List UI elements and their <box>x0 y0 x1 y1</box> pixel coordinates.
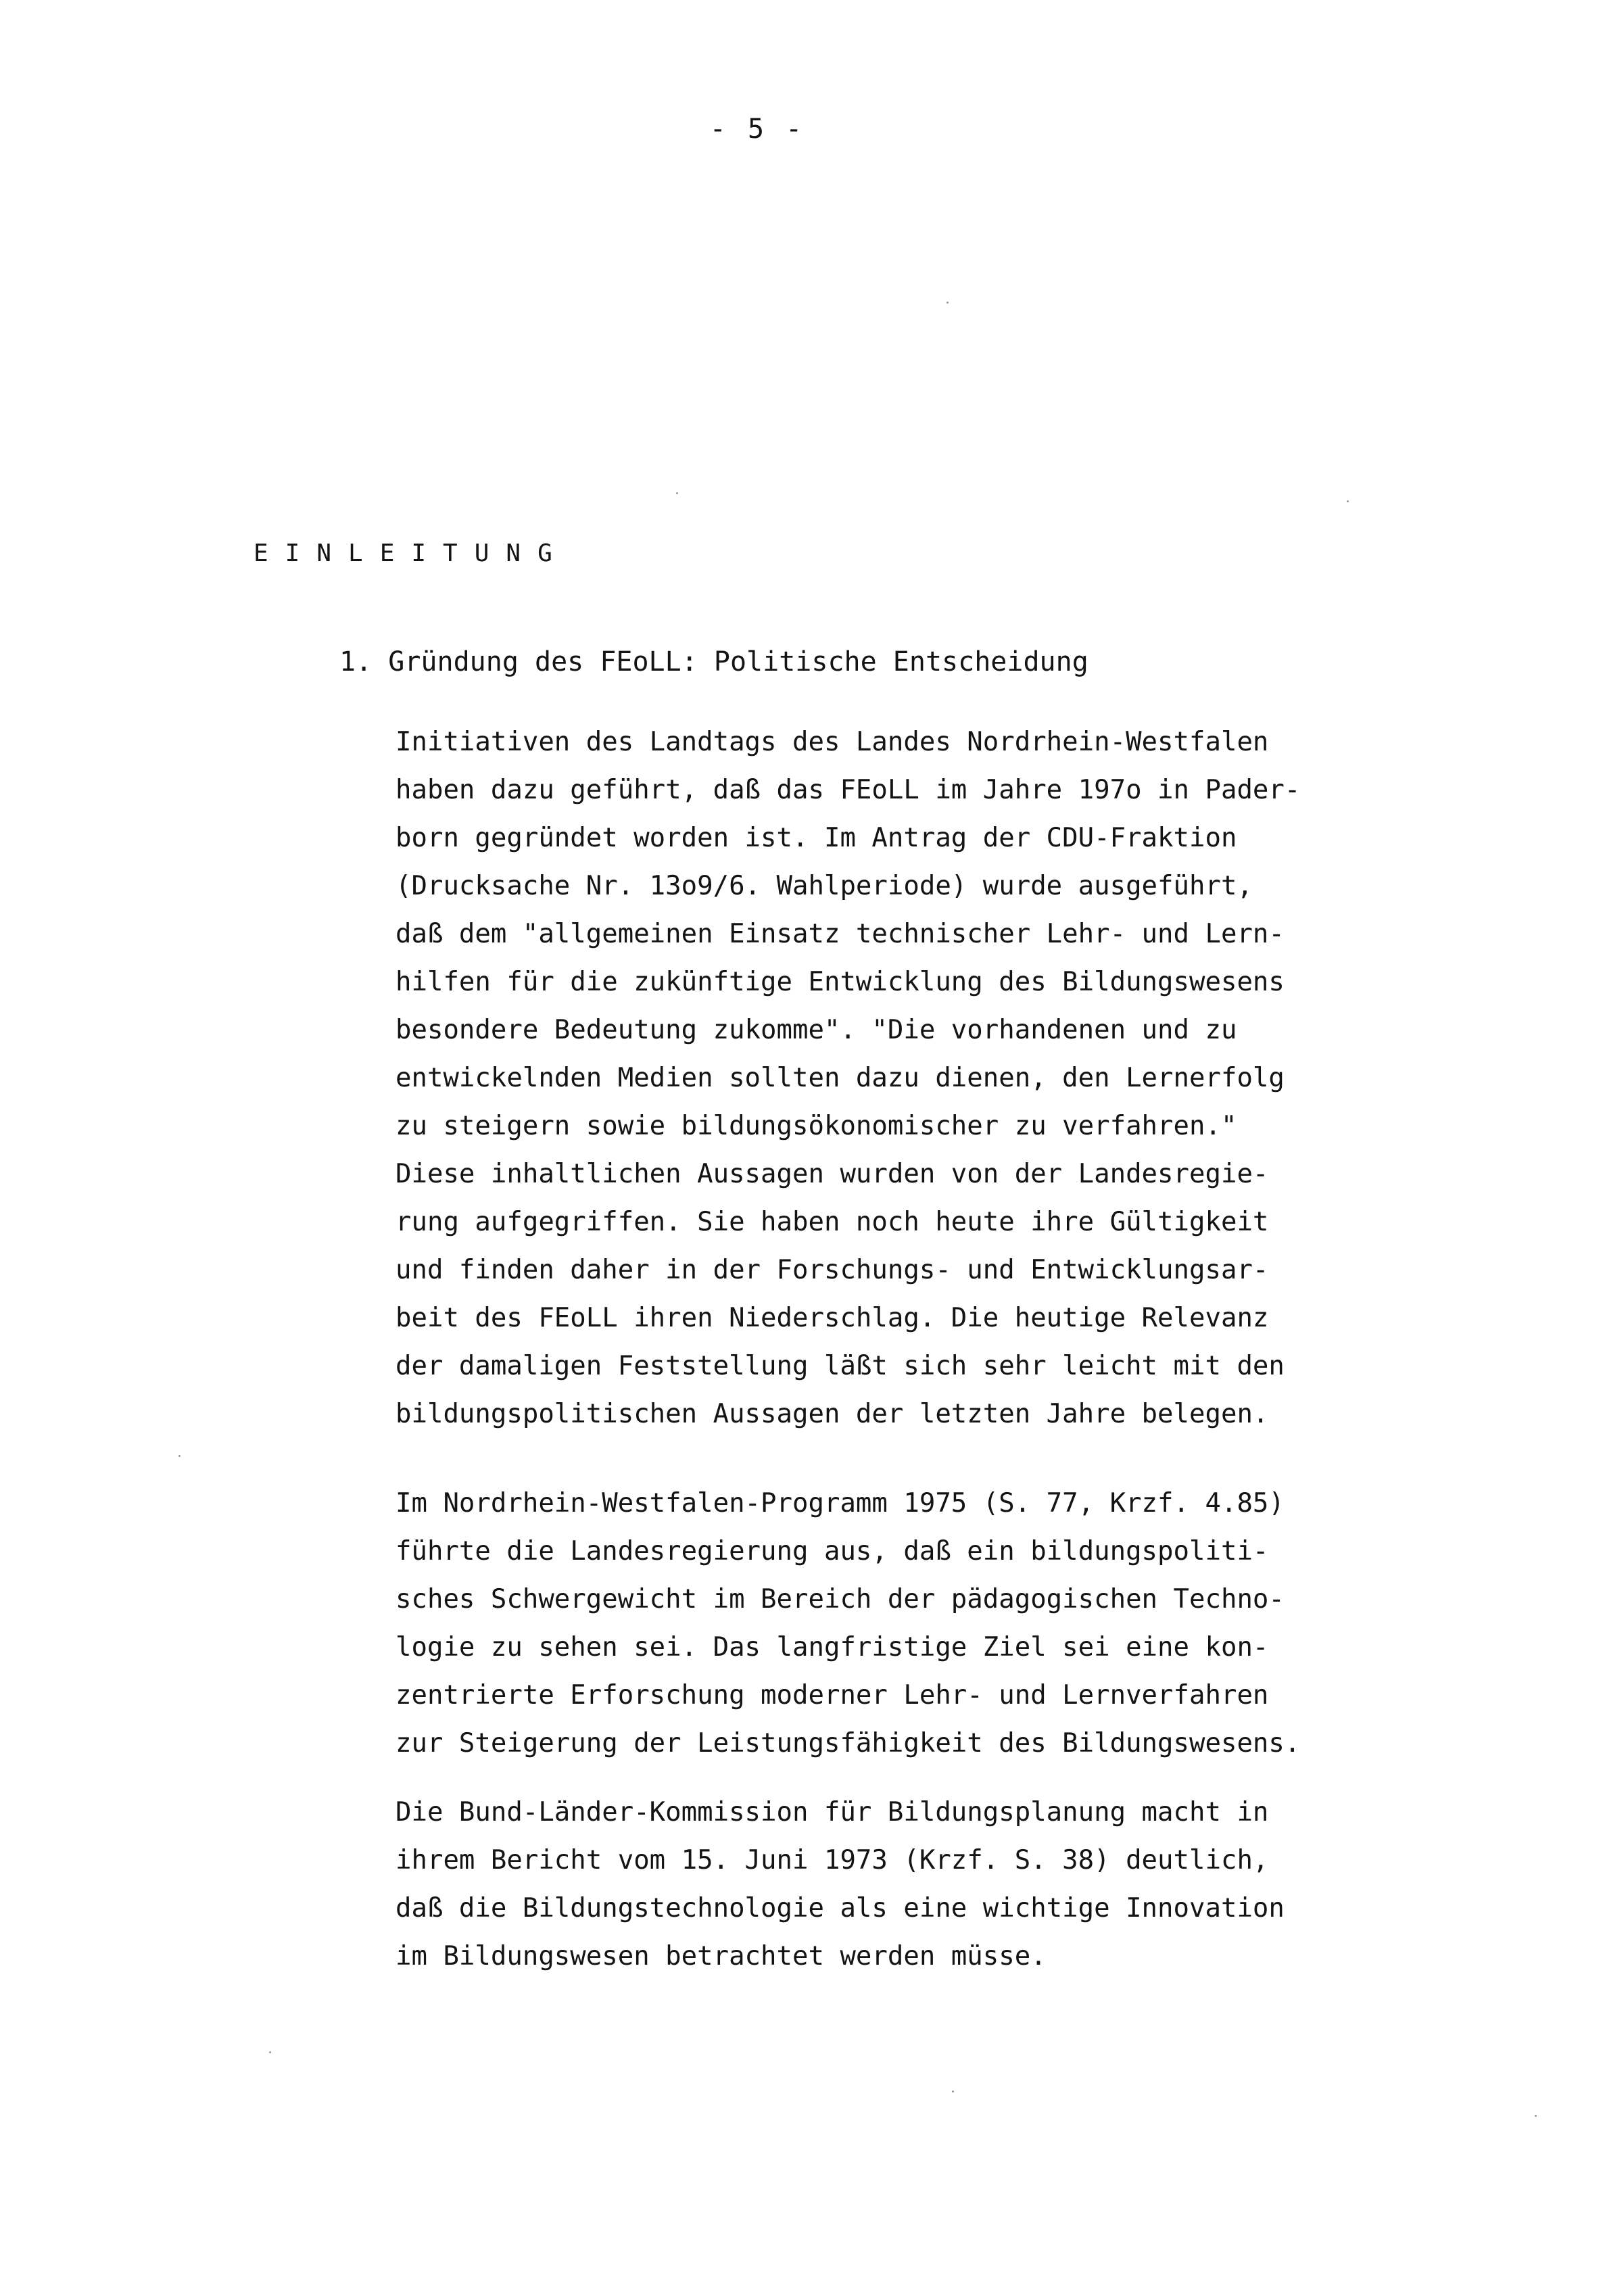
paragraph-line: und finden daher in der Forschungs- und Entwicklungsar- <box>396 1255 1269 1285</box>
paragraph-line: sches Schwergewicht im Bereich der pädagogischen Techno- <box>396 1584 1285 1615</box>
paragraph-line: zu steigern sowie bildungsökonomischer zu verfahren." <box>396 1111 1237 1141</box>
page-number: - 5 - <box>709 114 805 145</box>
scan-speck <box>947 302 949 304</box>
scan-speck <box>676 492 678 494</box>
scan-speck <box>178 1455 181 1457</box>
chapter-heading: EINLEITUNG <box>254 540 569 567</box>
paragraph-line: entwickelnden Medien sollten dazu dienen, den Lernerfolg <box>396 1063 1285 1093</box>
paragraph-line: im Bildungswesen betrachtet werden müsse. <box>396 1941 1047 1971</box>
paragraph-line: haben dazu geführt, daß das FEoLL im Jahre 197o in Pader- <box>396 775 1301 805</box>
paragraph-line: hilfen für die zukünftige Entwicklung des Bildungswesens <box>396 967 1285 997</box>
paragraph-1 <box>396 718 1416 1438</box>
paragraph-line: Im Nordrhein-Westfalen-Programm 1975 (S. 77, Krzf. 4.85) <box>396 1488 1285 1518</box>
paragraph-line: beit des FEoLL ihren Niederschlag. Die heutige Relevanz <box>396 1303 1269 1333</box>
paragraph-line: Diese inhaltlichen Aussagen wurden von der Landesregie- <box>396 1159 1269 1189</box>
paragraph-line: born gegründet worden ist. Im Antrag der CDU-Fraktion <box>396 823 1237 853</box>
paragraph-3 <box>396 1788 1416 1980</box>
scan-speck <box>269 2051 271 2053</box>
paragraph-line: der damaligen Feststellung läßt sich sehr leicht mit den <box>396 1351 1285 1381</box>
paragraph-line: bildungspolitischen Aussagen der letzten Jahre belegen. <box>396 1399 1269 1429</box>
paragraph-line: führte die Landesregierung aus, daß ein bildungspoliti- <box>396 1536 1269 1566</box>
paragraph-line: Initiativen des Landtags des Landes Nordrhein-Westfalen <box>396 727 1269 757</box>
scan-speck <box>1535 2115 1537 2117</box>
paragraph-line: rung aufgegriffen. Sie haben noch heute ihre Gültigkeit <box>396 1207 1269 1237</box>
paragraph-line: zur Steigerung der Leistungsfähigkeit des Bildungswesens. <box>396 1728 1301 1759</box>
paragraph-line: zentrierte Erforschung moderner Lehr- und Lernverfahren <box>396 1680 1269 1711</box>
paragraph-line: besondere Bedeutung zukomme". "Die vorhandenen und zu <box>396 1015 1237 1045</box>
paragraph-line: daß die Bildungstechnologie als eine wichtige Innovation <box>396 1893 1285 1923</box>
scan-speck <box>1347 500 1349 502</box>
paragraph-line: Die Bund-Länder-Kommission für Bildungsplanung macht in <box>396 1797 1269 1827</box>
paragraph-line: daß dem "allgemeinen Einsatz technischer Lehr- und Lern- <box>396 919 1285 949</box>
paragraph-2 <box>396 1479 1416 1767</box>
paragraph-line: (Drucksache Nr. 13o9/6. Wahlperiode) wurde ausgeführt, <box>396 871 1253 901</box>
paragraph-line: logie zu sehen sei. Das langfristige Ziel sei eine kon- <box>396 1632 1269 1663</box>
paragraph-line: ihrem Bericht vom 15. Juni 1973 (Krzf. S. 38) deutlich, <box>396 1845 1269 1875</box>
scan-speck <box>952 2090 954 2092</box>
section-title: 1. Gründung des FEoLL: Politische Entscheidung <box>339 646 1088 677</box>
